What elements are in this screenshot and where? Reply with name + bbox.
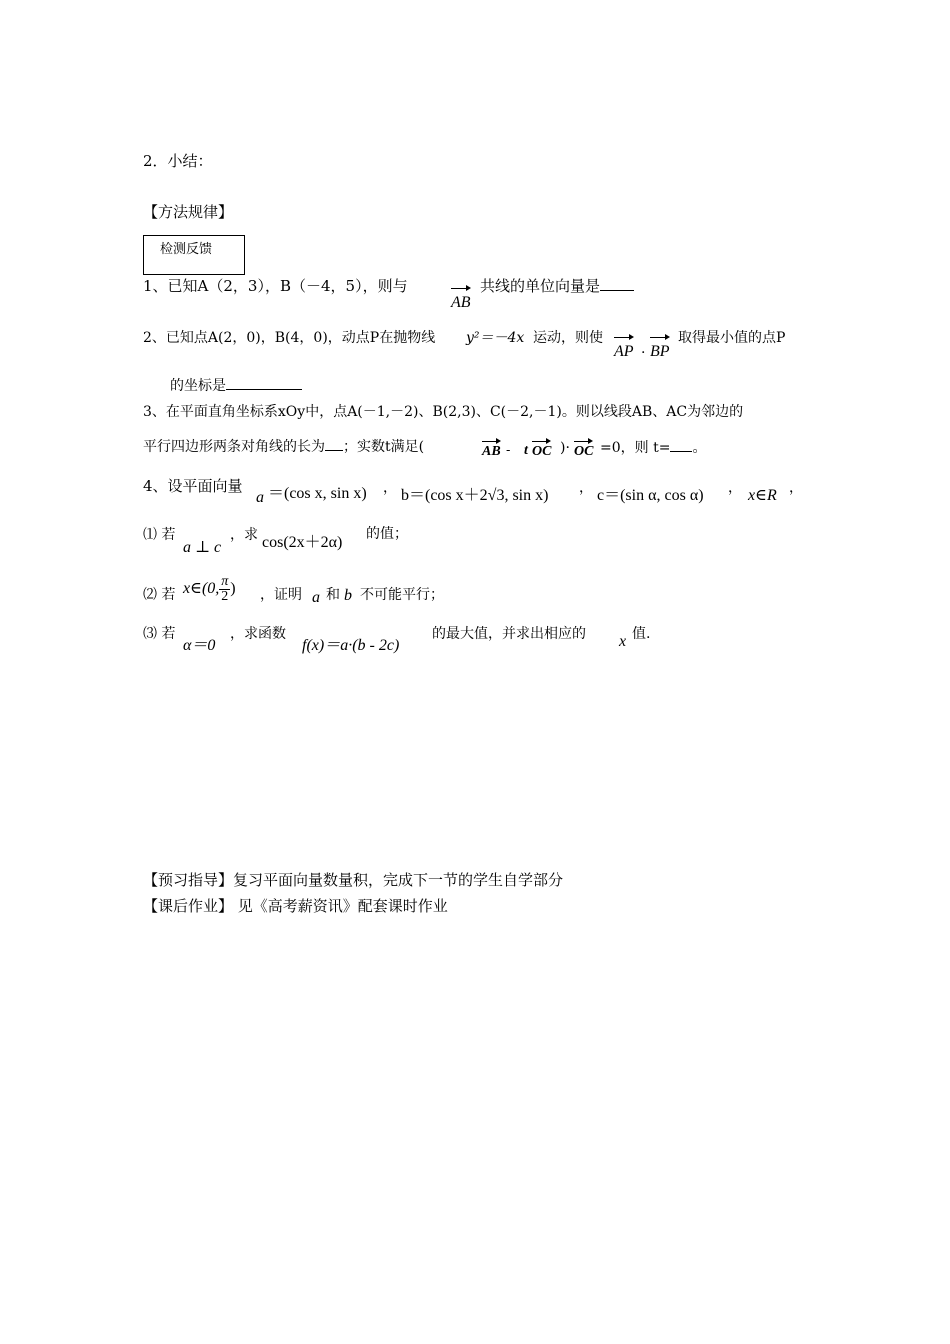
vector-b-definition: b＝(cos x＋2√3, sin x) (401, 487, 549, 504)
parabola-equation: y²＝－4x (466, 330, 525, 346)
method-heading: 【方法规律】 (143, 203, 234, 221)
vector-arrow-icon (451, 285, 471, 291)
question-3-eq: =0，则 t= 。 (600, 440, 707, 456)
separator-comma: ， (383, 480, 397, 496)
function-expression: f(x)＝a·(b - 2c) (302, 637, 400, 654)
vector-a: a (256, 489, 264, 506)
separator-comma: ， (579, 480, 593, 496)
question-3-line2: 平行四边形两条对角线的长为 ；实数t满足( (143, 439, 425, 455)
part-3-end: 的最大值，并求出相应的 (432, 626, 586, 642)
vector-arrow-icon (532, 438, 551, 444)
vector-arrow-icon (614, 334, 634, 340)
vector-a-definition: ＝(cos x, sin x) (268, 485, 367, 502)
minus-sign: - (506, 443, 511, 458)
vector-b-ref: b (344, 587, 352, 604)
answer-blank (600, 289, 634, 291)
vector-a-ref: a (312, 589, 320, 606)
summary-heading: 2．小结： (143, 152, 213, 170)
and-text: 和 (326, 587, 340, 603)
part-2-end: 不可能平行； (360, 587, 444, 603)
part-1-end: 的值； (366, 526, 408, 542)
vector-ap: AP (614, 343, 634, 361)
question-1-tail: 共线的单位向量是 (480, 279, 634, 294)
part-2-mid: ，证明 (260, 587, 302, 603)
part-3-tail: 值. (632, 626, 651, 642)
answer-blank (670, 450, 692, 452)
question-2-text: 2、已知点A(2，0)，B(4，0)，动点P在抛物线 (143, 330, 436, 346)
alpha-condition: α＝0 (183, 637, 216, 654)
part-1-mid: ，求 (230, 527, 258, 543)
dot-operator: · (641, 345, 646, 361)
question-2-mid: 运动，则使 (533, 330, 603, 346)
answer-blank (226, 388, 302, 390)
vector-ab-bold: AB (482, 444, 501, 460)
vector-oc: OC (532, 444, 551, 460)
homework-note: 【课后作业】 见《高考薪资讯》配套课时作业 (143, 897, 448, 915)
vector-arrow-icon (650, 334, 670, 340)
part-3-mid: ，求函数 (230, 626, 286, 642)
pi-over-2-fraction: $\frac{\pi}{2}$ (221, 574, 229, 604)
variable-x: x (619, 633, 627, 650)
domain-x: x∈R (748, 487, 777, 504)
question-1-text: 1、已知A（2，3），B（－4，5），则与 (143, 277, 408, 295)
vector-oc-2: OC (574, 444, 593, 460)
interval-expression: x∈(0, $\frac{\pi}{2}$ ) (183, 574, 236, 604)
question-3-line1: 3、在平面直角坐标系xOy中，点A(－1,－2)、B(2,3)、C(－2,－1)。则以线段AB、AC为邻边的 (143, 404, 744, 420)
question-2-line2: 的坐标是 (170, 379, 302, 393)
feedback-box-label: 检测反馈 (160, 242, 213, 257)
close-dot: )· (560, 440, 570, 456)
question-2-tail: 取得最小值的点P (678, 330, 786, 346)
vector-ab: AB (451, 294, 471, 312)
vector-c-definition: c＝(sin α, cos α) (597, 487, 704, 504)
part-2-label: ⑵ 若 (143, 587, 176, 603)
vector-arrow-icon (482, 438, 501, 444)
vector-arrow-icon (574, 438, 593, 444)
separator-comma: ， (789, 480, 803, 496)
preview-guidance: 【预习指导】复习平面向量数量积，完成下一节的学生自学部分 (143, 871, 564, 889)
answer-blank (325, 449, 343, 451)
cos-expression: cos(2x＋2α) (262, 534, 343, 551)
part-1-label: ⑴ 若 (143, 527, 176, 543)
part-3-label: ⑶ 若 (143, 626, 176, 642)
question-4-intro: 4、设平面向量 (143, 477, 243, 495)
vector-bp: BP (650, 343, 670, 361)
perpendicular-condition: a ⊥ c (183, 539, 222, 556)
separator-comma: ， (728, 480, 742, 496)
scalar-t: t (524, 443, 528, 458)
